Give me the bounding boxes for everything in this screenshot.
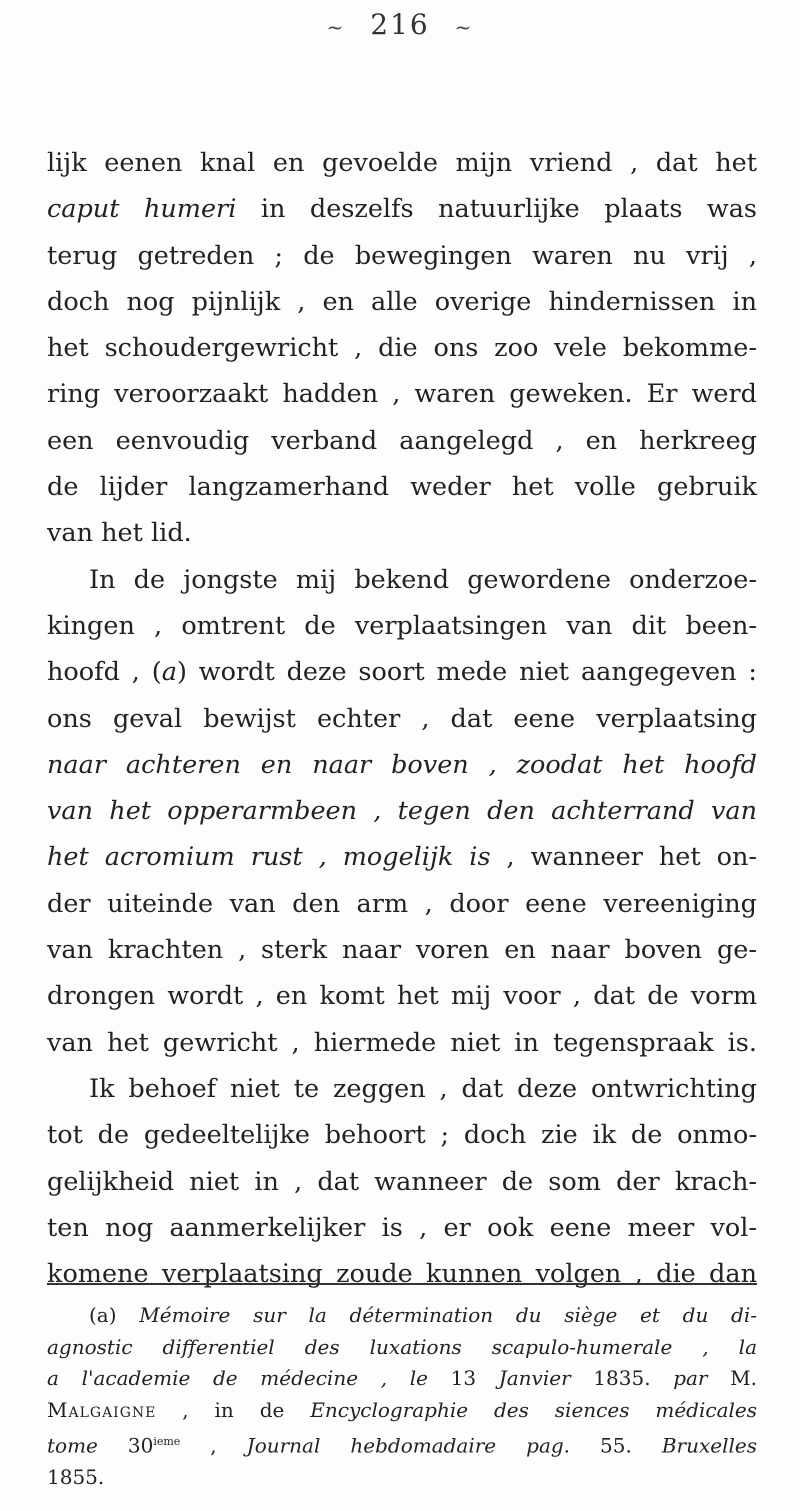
- text-segment-italic: Encyclographie des siences médicales: [310, 1397, 757, 1422]
- text-segment: hoofd , (: [47, 657, 162, 688]
- text-line: In de jongste mij bekend gewordene onderzoe-: [89, 564, 757, 595]
- text-line: een eenvoudig verband aangelegd , en herkreeg: [47, 425, 757, 456]
- footnote-line: [47, 1363, 757, 1395]
- body-text: [47, 140, 757, 1297]
- text-line: [47, 834, 757, 880]
- text-line: der uiteinde van den arm , door eene vereeniging: [47, 888, 757, 919]
- footnote-line: [47, 1300, 757, 1332]
- footnote-line: agnostic differentiel des luxations scapulo-humerale , la: [47, 1334, 757, 1359]
- superscript: ieme: [153, 1435, 181, 1448]
- text-segment: in deszelfs natuurlijke plaats was: [236, 194, 757, 225]
- text-line: Ik behoef niet te zeggen , dat deze ontwrichting: [89, 1073, 757, 1104]
- text-line: van het lid.: [47, 518, 192, 549]
- footnote-reference: a: [161, 657, 177, 688]
- text-segment-italic: het acromium rust , mogelijk is: [47, 842, 491, 873]
- page-header: [0, 8, 800, 41]
- text-line: het schoudergewricht , die ons zoo vele bekomme-: [47, 333, 757, 364]
- footnote-title: Mémoire sur la détermination du siège et du di-: [139, 1303, 757, 1327]
- text-segment: 1835.: [570, 1366, 674, 1390]
- text-line: van krachten , sterk naar voren en naar boven ge-: [47, 935, 757, 966]
- text-line: lijk eenen knal en gevoelde mijn vriend , dat het: [47, 148, 757, 178]
- text-line: kingen , omtrent de verplaatsingen van dit been-: [47, 610, 757, 641]
- text-line: komene verplaatsing zoude kunnen volgen , die dan: [47, 1259, 757, 1290]
- text-line: ons geval bewijst echter , dat eene verplaatsing: [47, 703, 757, 734]
- text-segment: M.: [707, 1366, 757, 1390]
- text-segment-italic: Janvier: [498, 1366, 571, 1390]
- text-segment: 30: [97, 1433, 154, 1458]
- text-line: doch nog pijnlijk , en alle overige hindernissen in: [47, 286, 757, 317]
- header-dash-left: ~: [326, 14, 346, 39]
- text-line: drongen wordt , en komt het mij voor , dat de vorm: [47, 981, 757, 1012]
- footnote-label: (a): [89, 1303, 117, 1327]
- text-segment: ) wordt deze soort mede niet aangegeven :: [176, 657, 757, 688]
- text-segment: 13: [427, 1366, 499, 1390]
- text-line: tot de gedeeltelijke behoort ; doch zie ik de onmo-: [47, 1120, 757, 1151]
- text-line: [47, 186, 757, 232]
- text-line: gelijkheid niet in , dat wanneer de som der krach-: [47, 1166, 757, 1197]
- text-segment: , wanneer het on-: [490, 842, 757, 873]
- text-line: de lijder langzamerhand weder het volle gebruik: [47, 472, 757, 503]
- text-segment: 55.: [570, 1433, 662, 1458]
- text-segment-italic: Bruxelles: [661, 1433, 757, 1458]
- header-dash-right: ~: [454, 14, 474, 39]
- page-number: 216: [370, 8, 430, 41]
- footnote-line: [47, 1395, 757, 1427]
- text-line: van het gewricht , hiermede niet in tegenspraak is.: [47, 1027, 757, 1058]
- text-segment-italic: a l'academie de médecine , le: [47, 1366, 428, 1390]
- text-line-italic: van het opperarmbeen , tegen den achterrand van: [47, 796, 757, 827]
- text-segment-italic: par: [673, 1366, 708, 1390]
- text-segment-italic: Journal hebdomadaire pag.: [246, 1433, 571, 1458]
- text-line-italic: naar achteren en naar boven , zoodat het hoofd: [47, 749, 757, 780]
- text-line: ten nog aanmerkelijker is , er ook eene meer vol-: [47, 1212, 757, 1243]
- text-line: terug getreden ; de bewegingen waren nu vrij ,: [47, 240, 757, 271]
- author-name: Malgaigne: [47, 1397, 157, 1422]
- text-line: [47, 649, 757, 695]
- text-line: ring veroorzaakt hadden , waren geweken. Er werd: [47, 379, 757, 410]
- footnote-line: [47, 1426, 757, 1462]
- footnote-divider: [47, 1283, 757, 1285]
- text-segment: ,: [180, 1433, 247, 1458]
- latin-term: caput humeri: [47, 194, 237, 225]
- footnote: [47, 1300, 757, 1494]
- text-segment-italic: tome: [47, 1433, 98, 1458]
- text-segment: , in de: [156, 1397, 311, 1422]
- footnote-line: 1855.: [47, 1465, 105, 1490]
